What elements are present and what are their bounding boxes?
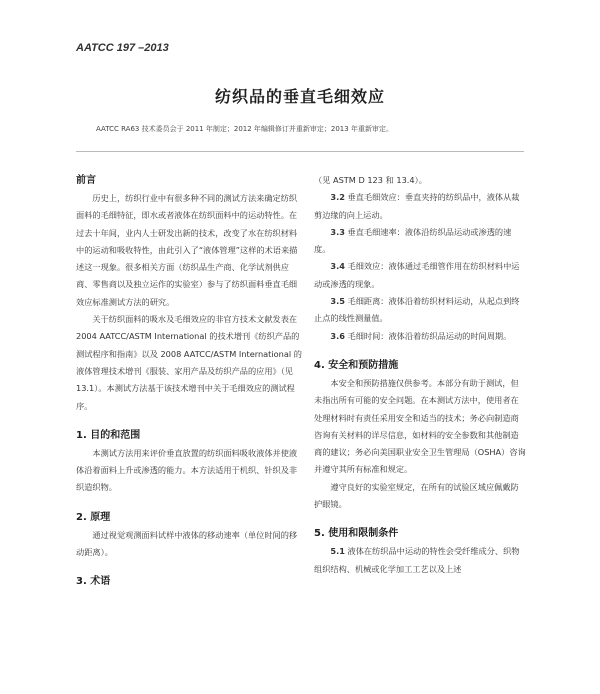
foreword-heading: 前言 [76, 175, 96, 186]
foreword-paragraph-1: 历史上，纺织行业中有很多种不同的测试方法来确定纺织面料的毛细特征，即水或者液体在纺织面料中的运动特性。在过去十年间，业内人士研发出新的技术，改变了水在纺织材料中的运动和吸收特性，由此引入了“液体管理”这样的术语来描述这一现象。很多相关方面（纺织品生产商、化学试剂供应商、零售商以及独立运作的实验室）参与了纺织面料垂直毛细效应标准测试方法的研究。 [76, 193, 298, 307]
definition-3-5 [314, 293, 526, 328]
section-3-heading: 3. 术语 [76, 576, 111, 588]
term-number: 5.1 [330, 546, 345, 557]
section-1-heading: 1. 目的和范围 [76, 429, 141, 441]
definition-3-2 [314, 189, 526, 224]
history-note: AATCC RA63 技术委员会于 2011 年制定；2012 年编辑修订并重新审定；2013 年重新审定。 [96, 125, 393, 133]
section-1-body: 本测试方法用来评价垂直放置的纺织面料吸收液体并使液体沿着面料上升或渗透的能力。本方法适用于机织、针织及非织造织物。 [76, 447, 298, 493]
definition-3-4 [314, 258, 526, 293]
definition-3-6 [314, 328, 526, 345]
term-text: 毛细时间：液体沿着纺织品运动的时间周期。 [347, 330, 512, 341]
standard-id: AATCC 197 –2013 [76, 42, 169, 54]
document-title: 纺织品的垂直毛细效应 [214, 87, 385, 106]
section-2-heading: 2. 原理 [76, 511, 111, 523]
term-text: 毛细距离：液体沿着纺织材料运动，从起点到终止点的线性测量值。 [314, 296, 520, 324]
right-column [314, 172, 526, 578]
term-text: 液体在纺织品中运动的特性会受纤维成分、织物组织结构、机械或化学加工工艺以及上述 [314, 546, 520, 574]
term-text: 垂直毛细效应：垂直夹持的纺织品中，液体从裁剪边缘的向上运动。 [314, 192, 520, 220]
definition-5-1 [314, 543, 526, 578]
foreword-paragraph-2: 关于纺织面料的吸水及毛细效应的非官方技术文献发表在 2004 AATCC/ASTM International 的技术增刊《纺织产品的测试程序和指南》以及 2008 AATCC/ASTM International 的液体管理技术增刊《服装、家用产品及纺织产品的应用》（见 13.1）。本测试方法基于该技术增刊中关于毛细效应的测试程序。 [76, 314, 302, 411]
section-2-body: 通过视觉观测面料试样中液体的移动速率（单位时间的移动距离）。 [76, 529, 298, 558]
term-number: 3.6 [330, 330, 345, 341]
definition-3-3 [314, 224, 526, 259]
term-number: 3.5 [330, 296, 345, 307]
section-4-paragraph-2: 遵守良好的实验室规定，在所有的试验区域应佩戴防护眼镜。 [314, 481, 519, 510]
definition-continuation: （见 ASTM D 123 和 13.4）。 [314, 175, 427, 185]
header-divider [76, 151, 524, 152]
section-5-heading: 5. 使用和限制条件 [314, 528, 399, 540]
section-4-paragraph-1: 本安全和预防措施仅供参考。本部分有助于测试，但未指出所有可能的安全问题。在本测试方法中，使用者在处理材料时有责任采用安全和适当的技术；务必向制造商咨询有关材料的详尽信息，如材料的安全参数和其他制造商的建议；务必向美国职业安全卫生管理局（OSHA）咨询并遵守其所有标准和规定。 [314, 377, 526, 475]
left-column [76, 172, 302, 591]
section-4-heading: 4. 安全和预防措施 [314, 359, 399, 371]
term-number: 3.2 [330, 192, 345, 203]
term-number: 3.4 [330, 261, 345, 272]
term-number: 3.3 [330, 226, 345, 237]
term-text: 毛细效应：液体通过毛细管作用在纺织材料中运动或渗透的现象。 [314, 261, 520, 289]
term-text: 垂直毛细速率：液体沿纺织品运动或渗透的速度。 [314, 226, 512, 255]
